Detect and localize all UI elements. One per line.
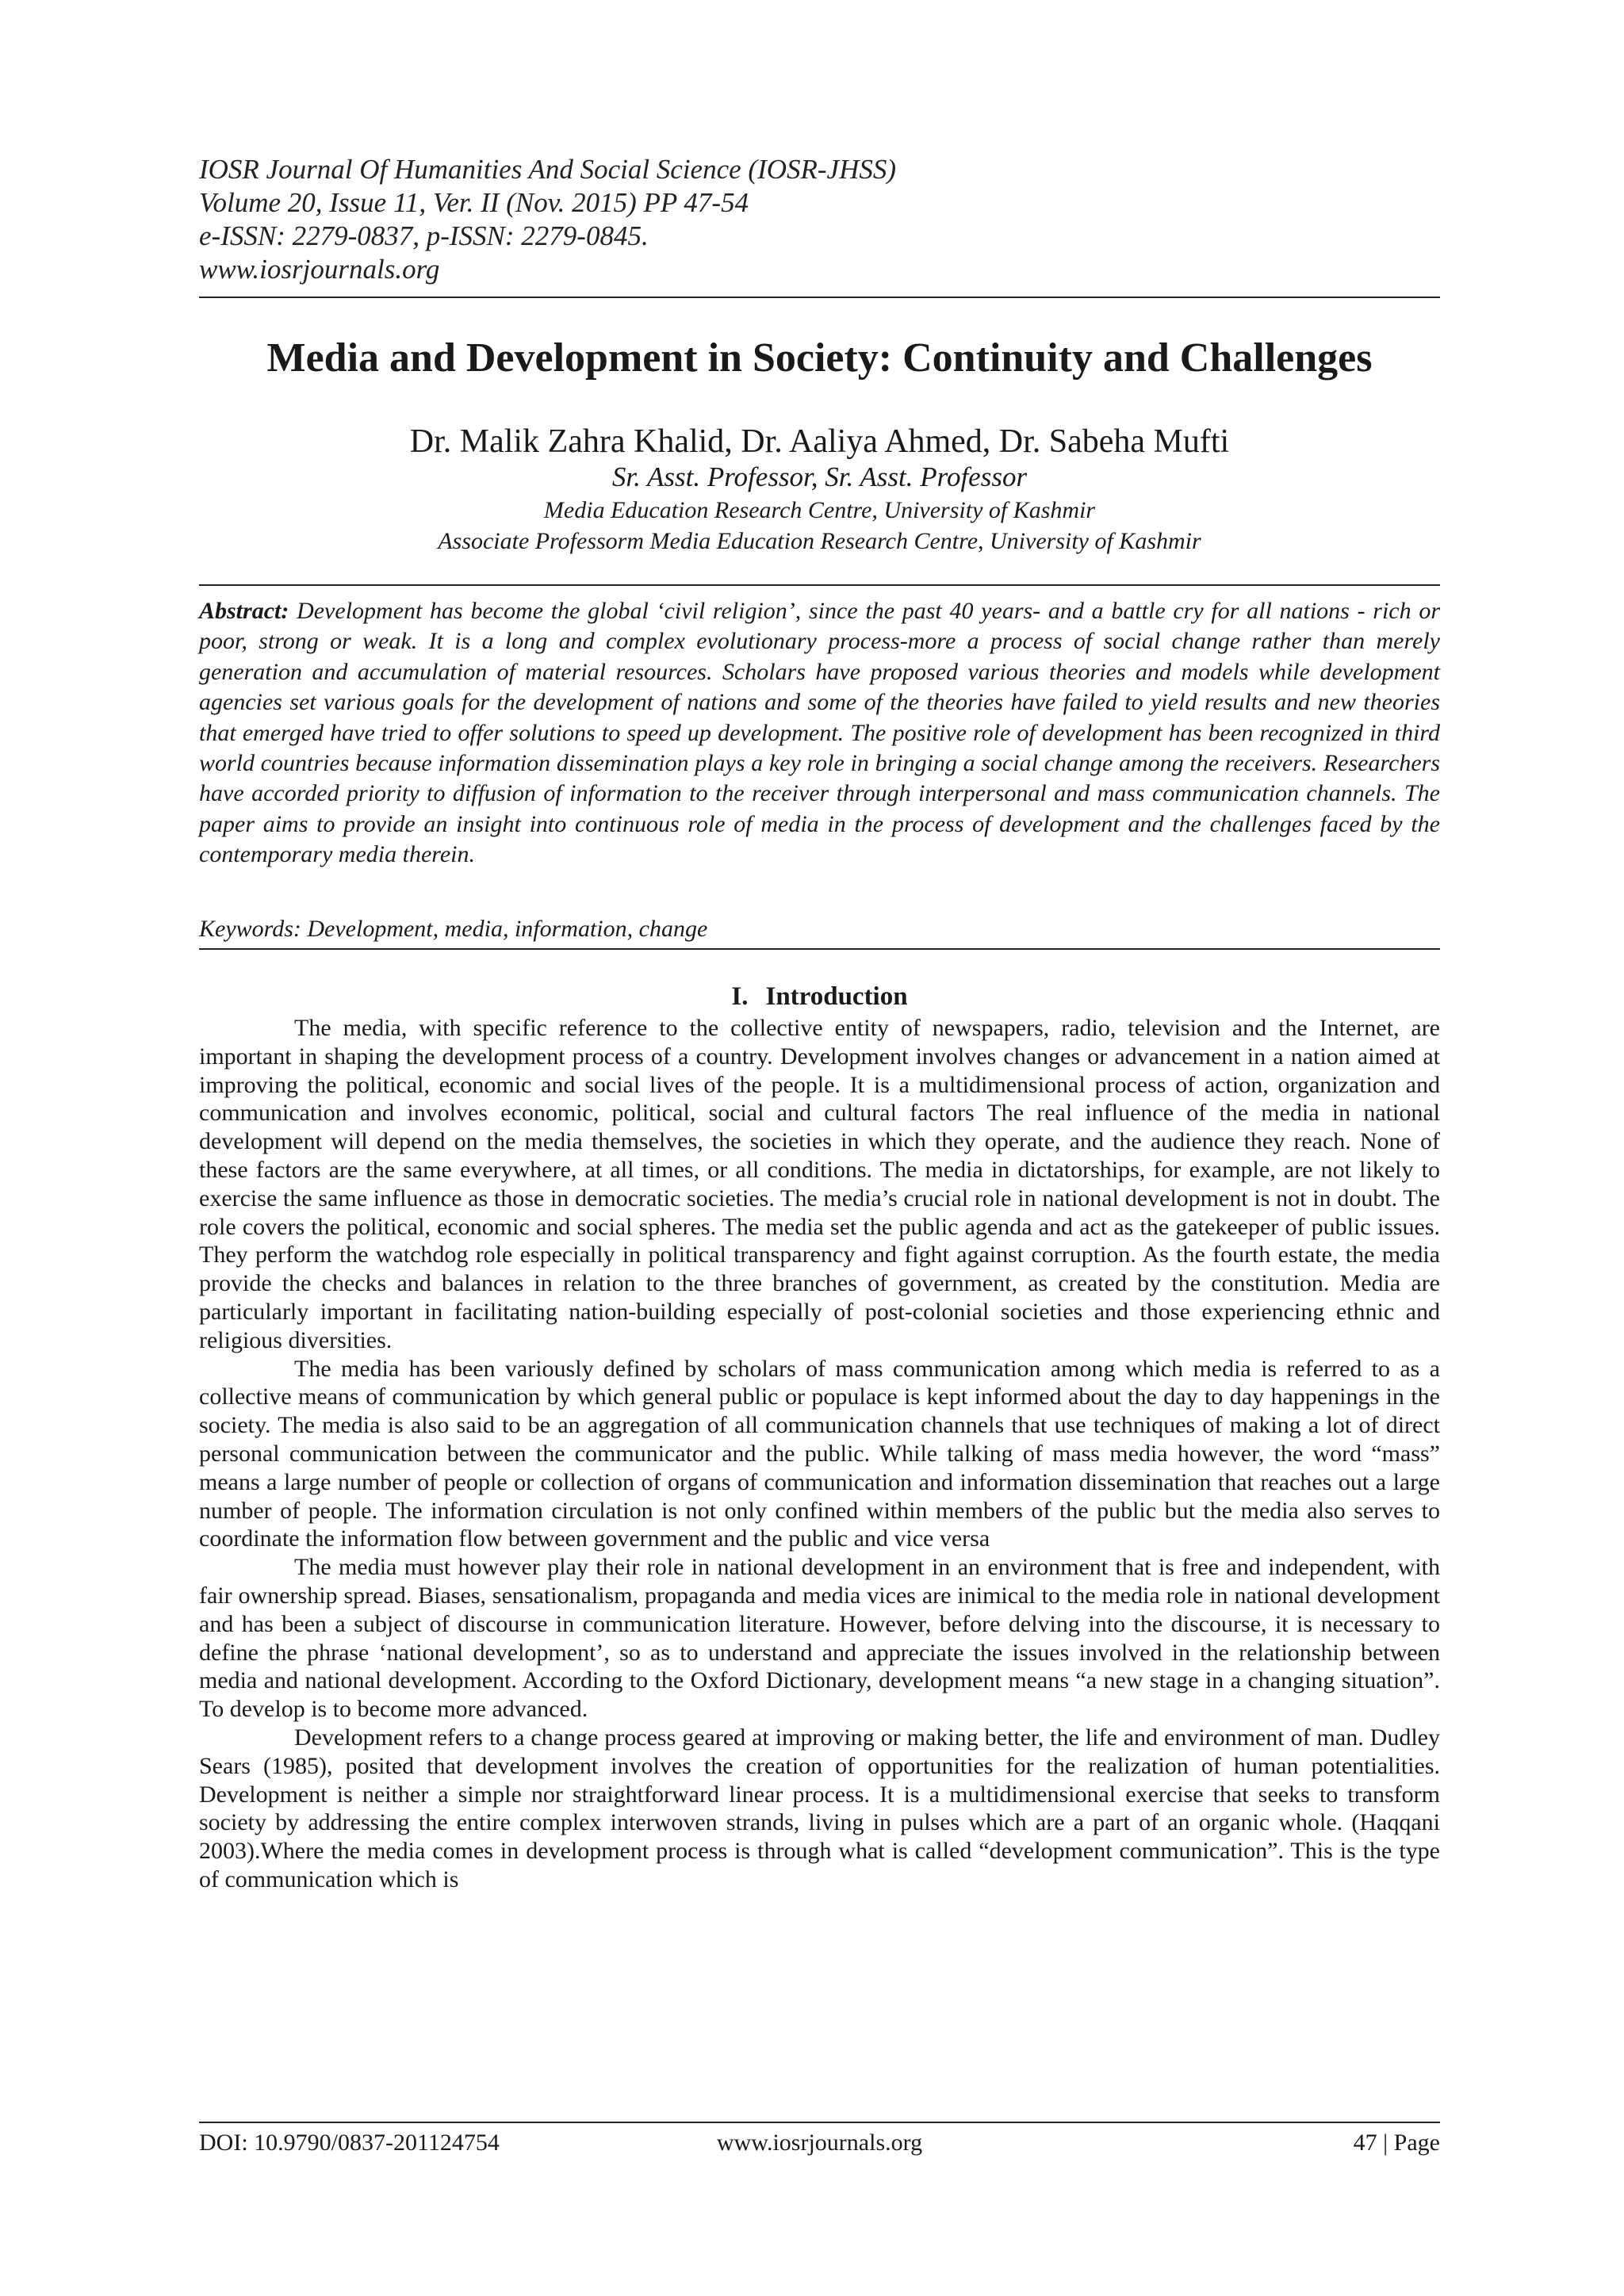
abstract-bottom-divider — [199, 948, 1440, 950]
paragraph: The media has been variously defined by scholars of mass communication among which media is referred to as a collective means of communication by which general public or populace is kept informed about the day to day happenings in the society. The media is also said to be an aggregation of all communication channels that use techniques of making a lot of direct personal communication between the communicator and the public. While talking of mass media however, the word “mass” means a large number of people or collection of organs of communication and information dissemination that reaches out a large number of people. The information circulation is not only confined within members of the public but the media also serves to coordinate the information flow between government and the public and vice versa — [199, 1355, 1440, 1552]
journal-name: IOSR Journal Of Humanities And Social Science (IOSR-JHSS) — [199, 154, 896, 185]
journal-header — [199, 153, 1440, 286]
abstract-text: Development has become the global ‘civil religion’, since the past 40 years- and a battle cry for all nations - rich or poor, strong or weak. It is a long and complex evolutionary process-more a process of social change rather than merely generation and accumulation of material resources. Scholars have proposed various theories and models while development agencies set various goals for the development of nations and some of the theories have failed to yield results and new theories that emerged have tried to offer solutions to speed up development. The positive role of development has been recognized in third world countries because information dissemination plays a key role in bringing a social change among the receivers. Researchers have accorded priority to diffusion of information to the receiver through interpersonal and mass communication channels. The paper aims to provide an insight into continuous role of media in the process of development and the challenges faced by the contemporary media therein. — [199, 598, 1441, 868]
affiliation-2: Associate Professorm Media Education Research Centre, University of Kashmir — [438, 528, 1201, 554]
journal-volume-issue: Volume 20, Issue 11, Ver. II (Nov. 2015) PP 47-54 — [199, 187, 749, 218]
author-list: Dr. Malik Zahra Khalid, Dr. Aaliya Ahmed, Dr. Sabeha Mufti — [409, 423, 1230, 460]
author-designation: Sr. Asst. Professor, Sr. Asst. Professor — [611, 461, 1028, 492]
paragraph: Development refers to a change process geared at improving or making better, the life and environment of man. Dudley Sears (1985), posited that development involves the creation of opportunities for the realization of human potentialities. Development is neither a simple nor straightforward linear process. It is a multidimensional exercise that seeks to transform society by addressing the entire complex interwoven strands, living in pulses which are a part of an organic whole. (Haqqani 2003).Where the media comes in development process is through what is called “development communication”. This is the type of communication which is — [199, 1724, 1440, 1892]
footer-doi: DOI: 10.9790/0837-201124754 — [199, 2130, 500, 2156]
footer-website: www.iosrjournals.org — [716, 2130, 923, 2156]
section-heading-introduction — [199, 981, 1440, 1012]
abstract — [199, 596, 1440, 871]
section-number: I. — [731, 982, 749, 1011]
affiliation-1: Media Education Research Centre, University of Kashmir — [543, 497, 1096, 523]
paragraph: The media, with specific reference to the collective entity of newspapers, radio, television and the Internet, are important in shaping the development process of a country. Development involves changes or advancement in a nation aimed at improving the political, economic and social lives of the people. It is a multidimensional process of action, organization and communication and involves economic, political, social and cultural factors The real influence of the media in national development will depend on the media themselves, the societies in which they operate, and the audience they reach. None of these factors are the same everywhere, at all times, or all conditions. The media in dictatorships, for example, are not likely to exercise the same influence as those in democratic societies. The media’s crucial role in national development is not in doubt. The role covers the political, economic and social spheres. The media set the public agenda and act as the gatekeeper of public issues. They perform the watchdog role especially in political transparency and fight against corruption. As the fourth estate, the media provide the checks and balances in relation to the three branches of government, as created by the constitution. Media are particularly important in facilitating nation-building especially of post-colonial societies and those experiencing ethnic and religious diversities. — [199, 1015, 1440, 1353]
abstract-label: Abstract: — [199, 598, 289, 624]
header-divider — [199, 297, 1440, 298]
journal-website: www.iosrjournals.org — [199, 254, 440, 285]
keywords: Keywords: Development, media, information, change — [199, 916, 708, 942]
section-title: Introduction — [765, 982, 908, 1011]
abstract-top-divider — [199, 584, 1440, 586]
paragraph: The media must however play their role in national development in an environment that is free and independent, with fair ownership spread. Biases, sensationalism, propaganda and media vices are inimical to the media role in national development and has been a subject of discourse in communication literature. However, before delving into the discourse, it is necessary to define the phrase ‘national development’, so as to understand and appreciate the issues involved in the relationship between media and national development. According to the Oxford Dictionary, development means “a new stage in a changing situation”. To develop is to become more advanced. — [199, 1554, 1440, 1723]
journal-issn: e-ISSN: 2279-0837, p-ISSN: 2279-0845. — [199, 220, 649, 251]
footer-divider — [199, 2122, 1440, 2123]
paper-title: Media and Development in Society: Continuity and Challenges — [266, 335, 1373, 381]
footer-page-number: 47 | Page — [1353, 2130, 1440, 2156]
page-footer — [199, 2128, 1440, 2160]
body-text — [199, 1014, 1440, 1894]
